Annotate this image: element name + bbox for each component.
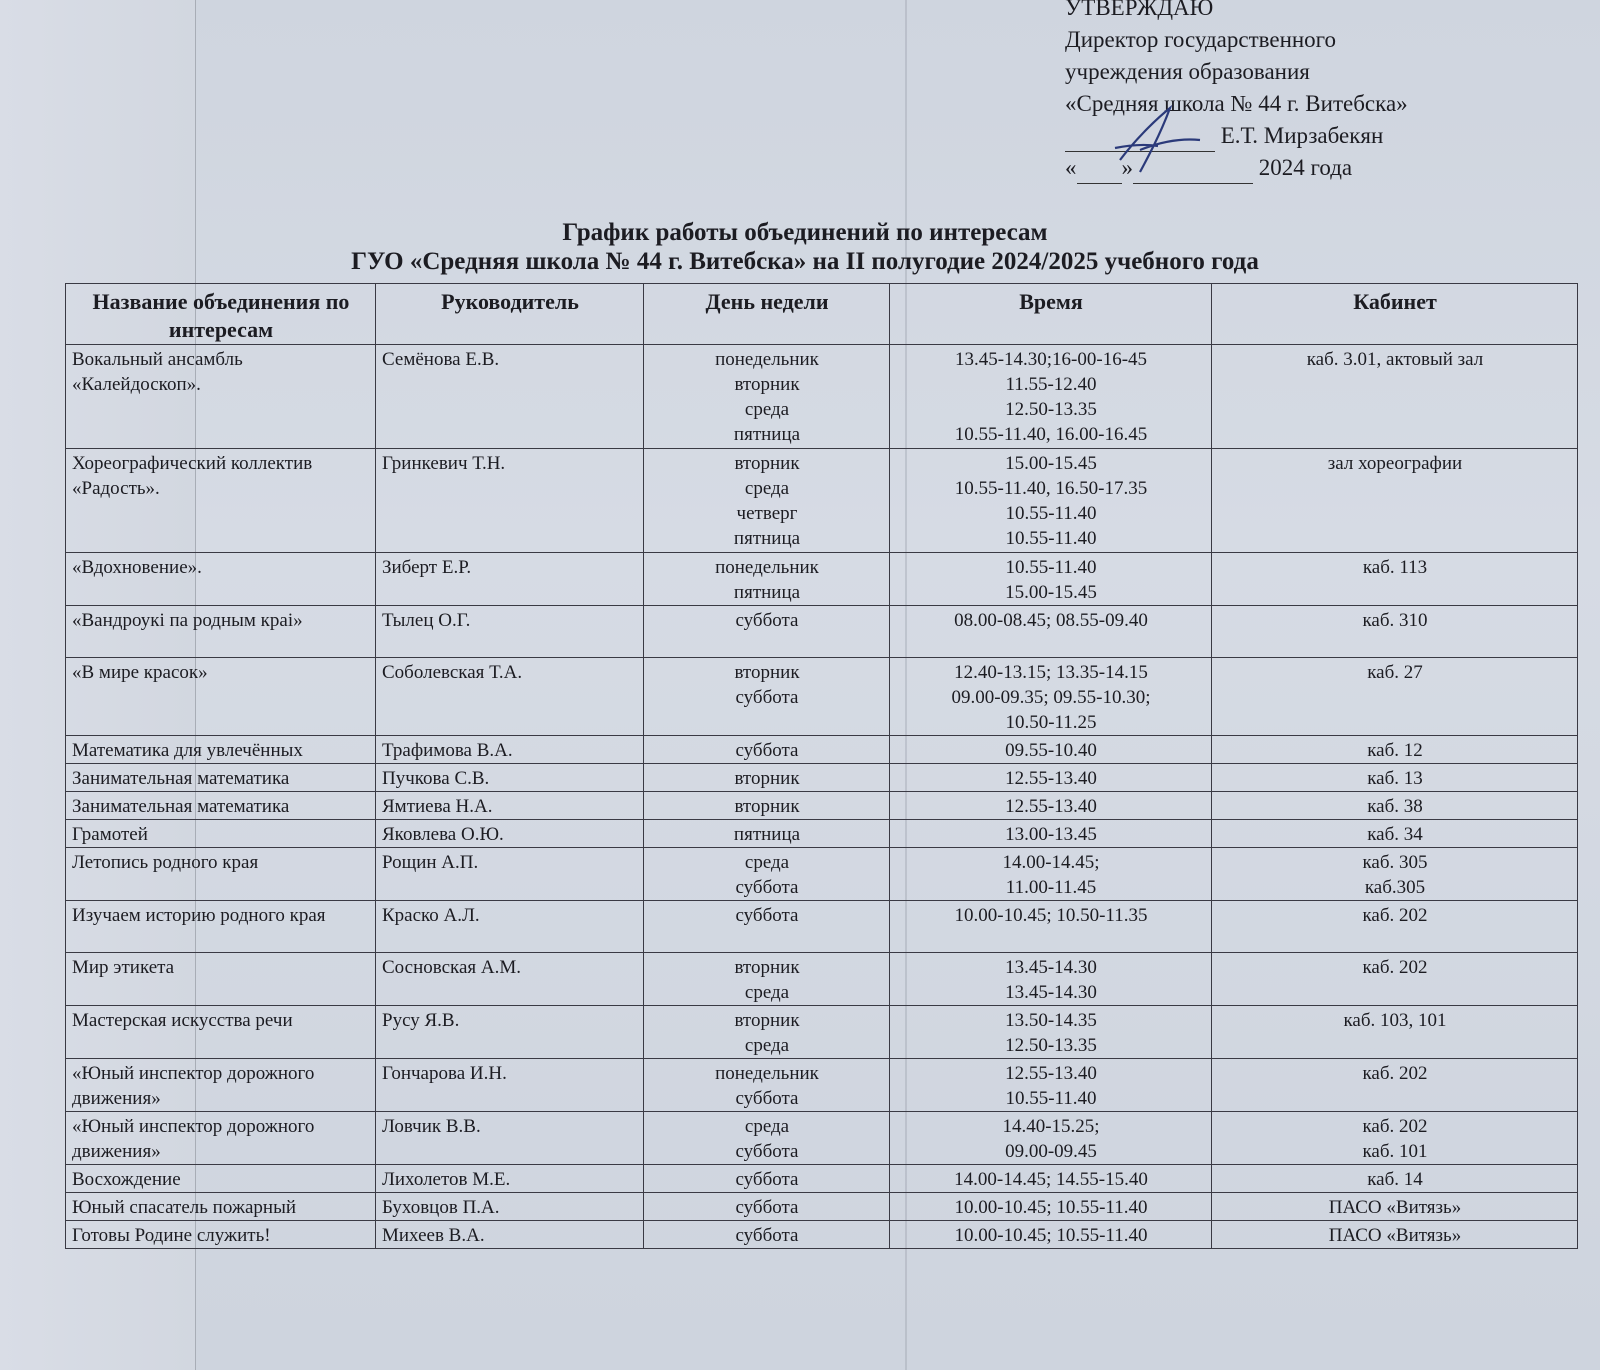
cell-name-line: «Вдохновение». <box>72 557 202 578</box>
approval-school: «Средняя школа № 44 г. Витебска» <box>1065 91 1408 116</box>
cell-name-line: «Юный инспектор дорожного движения» <box>72 1063 315 1109</box>
cell-day-line: вторник <box>734 662 800 683</box>
cell-day-line: вторник <box>734 768 800 789</box>
header-leader: Руководитель <box>376 284 644 345</box>
cell-time-line: 12.55-13.40 <box>1005 768 1097 789</box>
cell-time <box>890 848 1212 901</box>
cell-day-line: суббота <box>735 1169 799 1190</box>
cell-day-line: суббота <box>735 877 799 898</box>
cell-time-line: 13.45-14.30 <box>1005 957 1097 978</box>
cell-day-line: среда <box>744 1035 790 1056</box>
cell-name-line: Восхождение <box>72 1169 181 1190</box>
table-row <box>66 606 1578 658</box>
cell-name-line: Готовы Родине служить! <box>72 1225 271 1246</box>
cell-leader <box>376 901 644 953</box>
document-subtitle: ГУО «Средняя школа № 44 г. Витебска» на II полугодие 2024/2025 учебного года <box>351 248 1259 275</box>
cell-name-line: Занимательная математика <box>72 768 290 789</box>
cell-room <box>1212 848 1578 901</box>
cell-room-line: каб. 3.01, актовый зал <box>1306 349 1484 370</box>
cell-leader <box>376 658 644 736</box>
approval-institution: учреждения образования <box>1065 59 1310 84</box>
cell-room-line: каб. 101 <box>1362 1141 1428 1162</box>
cell-day <box>644 345 890 449</box>
cell-time-line: 13.50-14.35 <box>1005 1010 1097 1031</box>
cell-room-line: каб. 103, 101 <box>1343 1010 1447 1031</box>
cell-time-line: 10.55-11.40 <box>1005 1088 1097 1109</box>
cell-time-line: 10.00-10.45; 10.55-11.40 <box>954 1197 1148 1218</box>
cell-leader <box>376 449 644 553</box>
cell-room <box>1212 1221 1578 1249</box>
cell-time <box>890 901 1212 953</box>
cell-name <box>66 792 376 820</box>
cell-room-line: каб. 202 <box>1362 1063 1428 1084</box>
table-row <box>66 345 1578 449</box>
cell-room-line: каб. 38 <box>1367 796 1423 817</box>
cell-room-line: каб. 202 <box>1362 1116 1428 1137</box>
cell-leader <box>376 736 644 764</box>
cell-name <box>66 1112 376 1165</box>
cell-day-line: понедельник <box>715 349 819 370</box>
cell-day-line: вторник <box>734 374 800 395</box>
cell-leader <box>376 1112 644 1165</box>
table-row <box>66 736 1578 764</box>
cell-day-line: вторник <box>734 796 800 817</box>
cell-room <box>1212 1006 1578 1059</box>
cell-time <box>890 1165 1212 1193</box>
cell-room <box>1212 953 1578 1006</box>
cell-time <box>890 1059 1212 1112</box>
table-row <box>66 820 1578 848</box>
cell-name-line: Занимательная математика <box>72 796 290 817</box>
cell-name <box>66 848 376 901</box>
cell-time-line: 10.55-11.40 <box>1005 528 1097 549</box>
cell-room <box>1212 553 1578 606</box>
cell-time-line: 14.00-14.45; 14.55-15.40 <box>954 1169 1148 1190</box>
cell-day <box>644 820 890 848</box>
cell-day-line: вторник <box>734 957 800 978</box>
cell-name-line: «В мире красок» <box>72 662 208 683</box>
cell-day-line: понедельник <box>715 1063 819 1084</box>
table-row <box>66 792 1578 820</box>
cell-room-line: каб. 27 <box>1367 662 1423 683</box>
cell-time-line: 12.40-13.15; 13.35-14.15 <box>954 662 1148 683</box>
table-header-row <box>66 284 1578 345</box>
cell-name-line: Юный спасатель пожарный <box>72 1197 297 1218</box>
cell-day-line: вторник <box>734 453 800 474</box>
cell-day-line: пятница <box>733 824 801 845</box>
cell-name <box>66 658 376 736</box>
cell-day-line: пятница <box>733 582 801 603</box>
document-title: График работы объединений по интересам <box>562 219 1048 246</box>
cell-leader <box>376 1006 644 1059</box>
cell-time-line: 15.00-15.45 <box>1005 453 1097 474</box>
cell-room-line: каб. 34 <box>1367 824 1423 845</box>
cell-leader-line: Гончарова И.Н. <box>382 1063 507 1084</box>
cell-day-line: среда <box>744 852 790 873</box>
cell-room-line: каб. 310 <box>1362 610 1428 631</box>
table-row <box>66 901 1578 953</box>
cell-name <box>66 736 376 764</box>
cell-day <box>644 1165 890 1193</box>
header-room: Кабинет <box>1212 284 1578 345</box>
cell-day-line: суббота <box>735 1225 799 1246</box>
cell-day <box>644 449 890 553</box>
table-row <box>66 1006 1578 1059</box>
cell-time-line: 09.55-10.40 <box>1005 740 1097 761</box>
cell-time-line: 09.00-09.35; 09.55-10.30; <box>951 687 1151 708</box>
cell-name <box>66 1193 376 1221</box>
cell-room-line: каб. 113 <box>1362 557 1428 578</box>
cell-day-line: вторник <box>734 1010 800 1031</box>
cell-day <box>644 553 890 606</box>
cell-time-line: 12.50-13.35 <box>1005 1035 1097 1056</box>
cell-day <box>644 1006 890 1059</box>
cell-leader-line: Ловчик В.В. <box>382 1116 481 1137</box>
cell-leader-line: Яковлева О.Ю. <box>382 824 504 845</box>
cell-name-line: Мир этикета <box>72 957 175 978</box>
cell-leader-line: Сосновская А.М. <box>382 957 522 978</box>
cell-day-line: среда <box>744 399 790 420</box>
cell-room <box>1212 764 1578 792</box>
cell-day-line: суббота <box>735 1197 799 1218</box>
cell-name-line: Изучаем историю родного края <box>72 905 326 926</box>
cell-room <box>1212 449 1578 553</box>
cell-leader-line: Русу Я.В. <box>382 1010 460 1031</box>
cell-time-line: 13.45-14.30 <box>1005 982 1097 1003</box>
cell-leader-line: Зиберт Е.Р. <box>382 557 472 578</box>
cell-day-line: суббота <box>735 687 799 708</box>
cell-day-line: четверг <box>736 503 798 524</box>
schedule-table <box>65 283 1578 1249</box>
cell-time <box>890 792 1212 820</box>
cell-day <box>644 1059 890 1112</box>
cell-time <box>890 764 1212 792</box>
cell-name <box>66 901 376 953</box>
cell-time-line: 10.55-11.40 <box>1005 503 1097 524</box>
cell-day <box>644 901 890 953</box>
cell-time <box>890 820 1212 848</box>
date-year: 2024 года <box>1258 155 1353 180</box>
cell-leader-line: Гринкевич Т.Н. <box>382 453 506 474</box>
cell-time <box>890 449 1212 553</box>
table-row <box>66 553 1578 606</box>
cell-leader-line: Соболевская Т.А. <box>382 662 523 683</box>
cell-time <box>890 1112 1212 1165</box>
approval-heading: УТВЕРЖДАЮ <box>1065 0 1214 20</box>
cell-leader <box>376 820 644 848</box>
cell-name <box>66 820 376 848</box>
cell-day <box>644 764 890 792</box>
cell-time-line: 08.00-08.45; 08.55-09.40 <box>954 610 1148 631</box>
cell-time <box>890 953 1212 1006</box>
cell-time-line: 11.55-12.40 <box>1005 374 1097 395</box>
cell-leader-line: Лихолетов М.Е. <box>382 1169 511 1190</box>
cell-room-line: каб. 202 <box>1362 957 1428 978</box>
cell-day-line: суббота <box>735 1141 799 1162</box>
cell-time-line: 10.55-11.40, 16.00-16.45 <box>954 424 1148 445</box>
cell-time-line: 12.55-13.40 <box>1005 1063 1097 1084</box>
cell-room-line: каб. 202 <box>1362 905 1428 926</box>
cell-leader-line: Ямтиева Н.А. <box>382 796 493 817</box>
cell-room <box>1212 1112 1578 1165</box>
cell-day <box>644 953 890 1006</box>
cell-time <box>890 553 1212 606</box>
cell-time-line: 13.45-14.30;16-00-16-45 <box>954 349 1148 370</box>
cell-leader-line: Михеев В.А. <box>382 1225 485 1246</box>
cell-day-line: среда <box>744 478 790 499</box>
cell-leader <box>376 953 644 1006</box>
cell-day-line: понедельник <box>715 557 819 578</box>
table-row <box>66 764 1578 792</box>
cell-time-line: 10.00-10.45; 10.55-11.40 <box>954 1225 1148 1246</box>
table-body <box>66 345 1578 1249</box>
cell-time-line: 14.00-14.45; <box>1002 852 1100 873</box>
cell-time-line: 09.00-09.45 <box>1005 1141 1097 1162</box>
cell-name <box>66 1006 376 1059</box>
cell-time-line: 10.55-11.40, 16.50-17.35 <box>954 478 1148 499</box>
cell-room <box>1212 658 1578 736</box>
cell-day <box>644 848 890 901</box>
cell-day-line: среда <box>744 1116 790 1137</box>
cell-day <box>644 792 890 820</box>
cell-time-line: 11.00-11.45 <box>1005 877 1097 898</box>
cell-time-line: 10.00-10.45; 10.50-11.35 <box>954 905 1148 926</box>
cell-time <box>890 1221 1212 1249</box>
cell-time <box>890 736 1212 764</box>
table-row <box>66 449 1578 553</box>
cell-leader-line: Буховцов П.А. <box>382 1197 500 1218</box>
table-row <box>66 848 1578 901</box>
cell-leader-line: Пучкова С.В. <box>382 768 490 789</box>
cell-time <box>890 606 1212 658</box>
cell-day <box>644 658 890 736</box>
approval-position: Директор государственного <box>1065 27 1337 52</box>
cell-leader-line: Тылец О.Г. <box>382 610 471 631</box>
cell-day-line: пятница <box>733 424 801 445</box>
cell-time <box>890 1193 1212 1221</box>
cell-time-line: 12.55-13.40 <box>1005 796 1097 817</box>
cell-time <box>890 658 1212 736</box>
cell-time-line: 10.55-11.40 <box>1005 557 1097 578</box>
table-row <box>66 1059 1578 1112</box>
cell-leader <box>376 848 644 901</box>
cell-leader <box>376 764 644 792</box>
table-row <box>66 1221 1578 1249</box>
cell-name-line: Мастерская искусства речи <box>72 1010 293 1031</box>
cell-room-line: каб. 13 <box>1367 768 1423 789</box>
cell-name <box>66 345 376 449</box>
cell-room-line: каб. 305 <box>1362 852 1428 873</box>
cell-name-line: Математика для увлечённых <box>72 740 303 761</box>
cell-leader-line: Рощин А.П. <box>382 852 479 873</box>
director-name: Е.Т. Мирзабекян <box>1220 123 1384 148</box>
cell-time-line: 13.00-13.45 <box>1005 824 1097 845</box>
cell-leader <box>376 606 644 658</box>
cell-name-line: Грамотей <box>72 824 148 845</box>
table-row <box>66 1165 1578 1193</box>
cell-leader <box>376 1165 644 1193</box>
cell-room <box>1212 1193 1578 1221</box>
cell-name <box>66 1221 376 1249</box>
cell-leader <box>376 792 644 820</box>
cell-leader-line: Трафимова В.А. <box>382 740 513 761</box>
cell-name <box>66 764 376 792</box>
cell-name-line: Вокальный ансамбль «Калейдоскоп». <box>72 349 243 395</box>
cell-name-line: «Вандроукі па родным краі» <box>72 610 303 631</box>
cell-time-line: 12.50-13.35 <box>1005 399 1097 420</box>
table-row <box>66 1112 1578 1165</box>
cell-name <box>66 953 376 1006</box>
cell-day-line: суббота <box>735 740 799 761</box>
cell-day <box>644 736 890 764</box>
cell-leader <box>376 1059 644 1112</box>
cell-leader-line: Краско А.Л. <box>382 905 480 926</box>
cell-room-line: ПАСО «Витязь» <box>1328 1225 1462 1246</box>
cell-time-line: 10.50-11.25 <box>1005 712 1097 733</box>
cell-name-line: Хореографический коллектив «Радость». <box>72 453 313 499</box>
cell-room <box>1212 792 1578 820</box>
cell-room-line: каб. 12 <box>1367 740 1423 761</box>
cell-time-line: 15.00-15.45 <box>1005 582 1097 603</box>
cell-room <box>1212 345 1578 449</box>
cell-time <box>890 345 1212 449</box>
date-quote-close: » <box>1121 155 1133 180</box>
cell-leader <box>376 553 644 606</box>
cell-time <box>890 1006 1212 1059</box>
cell-day-line: суббота <box>735 905 799 926</box>
cell-day-line: среда <box>744 982 790 1003</box>
table-row <box>66 658 1578 736</box>
cell-leader-line: Семёнова Е.В. <box>382 349 500 370</box>
cell-room <box>1212 1165 1578 1193</box>
cell-room <box>1212 1059 1578 1112</box>
cell-name <box>66 553 376 606</box>
header-time: Время <box>890 284 1212 345</box>
cell-day <box>644 606 890 658</box>
cell-day-line: суббота <box>735 1088 799 1109</box>
cell-name <box>66 449 376 553</box>
cell-leader <box>376 345 644 449</box>
cell-day <box>644 1221 890 1249</box>
cell-day-line: суббота <box>735 610 799 631</box>
header-day: День недели <box>644 284 890 345</box>
table-row <box>66 1193 1578 1221</box>
cell-room-line: каб. 14 <box>1367 1169 1423 1190</box>
cell-room <box>1212 606 1578 658</box>
cell-time-line: 14.40-15.25; <box>1002 1116 1100 1137</box>
cell-day <box>644 1112 890 1165</box>
cell-room-line: ПАСО «Витязь» <box>1328 1197 1462 1218</box>
table-row <box>66 953 1578 1006</box>
cell-leader <box>376 1221 644 1249</box>
cell-day-line: пятница <box>733 528 801 549</box>
header-name: Название объединения по интересам <box>66 284 376 345</box>
cell-name <box>66 606 376 658</box>
date-quote-open: « <box>1065 155 1077 180</box>
cell-name <box>66 1059 376 1112</box>
handwritten-signature <box>1100 100 1220 180</box>
cell-room <box>1212 736 1578 764</box>
cell-room <box>1212 820 1578 848</box>
cell-name-line: Летопись родного края <box>72 852 259 873</box>
cell-room-line: каб.305 <box>1364 877 1426 898</box>
cell-room-line: зал хореографии <box>1327 453 1463 474</box>
cell-name <box>66 1165 376 1193</box>
cell-day <box>644 1193 890 1221</box>
cell-leader <box>376 1193 644 1221</box>
cell-name-line: «Юный инспектор дорожного движения» <box>72 1116 315 1162</box>
cell-room <box>1212 901 1578 953</box>
